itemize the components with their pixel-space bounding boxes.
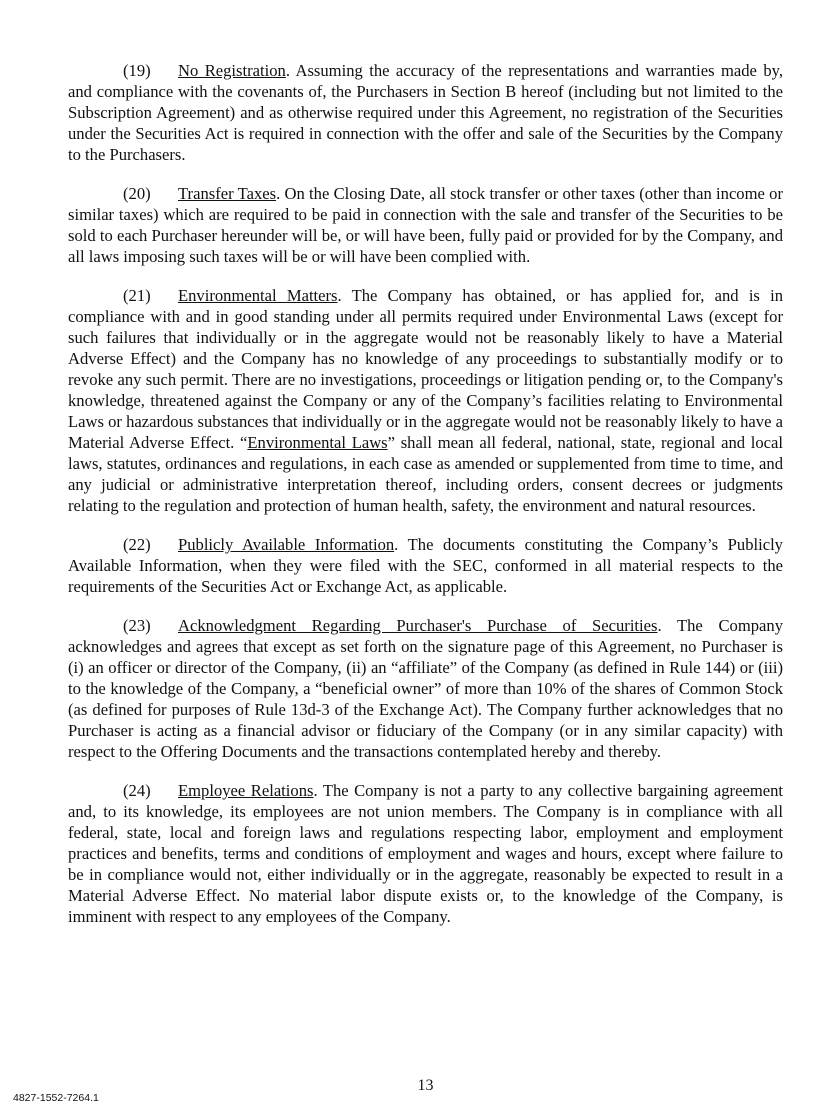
section-number: (19) [123, 61, 151, 80]
page-number: 13 [417, 1077, 434, 1094]
section-19 [68, 60, 783, 165]
section-22 [68, 534, 783, 597]
document-id: 4827-1552-7264.1 [13, 1092, 99, 1104]
section-body-continued: ” shall mean all federal, national, state, regional and local laws, statutes, ordinances and regulations, in each case as amended or supplemented from time to time, and any judicial or administrative interpretation thereof, including orders, consent decrees or judgments relating to the regulation and protection of human health, safety, the environment and natural resources. [68, 433, 783, 515]
document-page [68, 60, 783, 945]
section-20 [68, 183, 783, 267]
section-body: . Assuming the accuracy of the representations and warranties made by, and compliance with the covenants of, the Purchasers in Section B hereof (including but not limited to the Subscription Agreement) and as otherwise required under this Agreement, no registration of the Securities under the Securities Act is required in connection with the offer and sale of the Securities by the Company to the Purchasers. [68, 61, 783, 164]
section-heading: Transfer Taxes [178, 184, 277, 203]
section-number: (23) [123, 616, 151, 635]
section-number: (20) [123, 184, 151, 203]
section-number: (22) [123, 535, 151, 554]
section-21 [68, 285, 783, 516]
section-24 [68, 780, 783, 927]
section-number: (21) [123, 286, 151, 305]
section-heading: Acknowledgment Regarding Purchaser's Purchase of Securities [178, 616, 658, 635]
section-body: . The Company is not a party to any collective bargaining agreement and, to its knowledge, its employees are not union members. The Company is in compliance with all federal, state, local and foreign laws and regulations respecting labor, employment and employment practices and benefits, terms and conditions of employment and wages and hours, except where failure to be in compliance would not, either individually or in the aggregate, reasonably be expected to result in a Material Adverse Effect. No material labor dispute exists or, to the knowledge of the Company, is imminent with respect to any employees of the Company. [68, 781, 783, 926]
section-body: . On the Closing Date, all stock transfer or other taxes (other than income or similar taxes) which are required to be paid in connection with the sale and transfer of the Securities to be sold to each Purchaser hereunder will be, or will have been, fully paid or provided for by the Company, and all laws imposing such taxes will be or will have been complied with. [68, 184, 783, 266]
section-heading: Employee Relations [178, 781, 314, 800]
section-heading: No Registration [178, 61, 286, 80]
section-heading: Environmental Matters [178, 286, 338, 305]
defined-term: Environmental Laws [247, 433, 388, 452]
section-body: . The Company acknowledges and agrees that except as set forth on the signature page of this Agreement, no Purchaser is (i) an officer or director of the Company, (ii) an “affiliate” of the Company (as defined in Rule 144) or (iii) to the knowledge of the Company, a “beneficial owner” of more than 10% of the shares of Common Stock (as defined for purposes of Rule 13d-3 of the Exchange Act). The Company further acknowledges that no Purchaser is acting as a financial advisor or fiduciary of the Company (or in any similar capacity) with respect to the Offering Documents and the transactions contemplated hereby and thereby. [68, 616, 783, 761]
section-23 [68, 615, 783, 762]
section-heading: Publicly Available Information [178, 535, 395, 554]
section-body: . The documents constituting the Company’s Publicly Available Information, when they were filed with the SEC, conformed in all material respects to the requirements of the Securities Act or Exchange Act, as applicable. [68, 535, 783, 596]
section-number: (24) [123, 781, 151, 800]
section-body: . The Company has obtained, or has applied for, and is in compliance with and in good standing under all permits required under Environmental Laws (except for such failures that individually or in the aggregate would not be reasonably likely to have a Material Adverse Effect) and the Company has no knowledge of any proceedings to substantially modify or to revoke any such permit. There are no investigations, proceedings or litigation pending or, to the Company's knowledge, threatened against the Company or any of the Company’s facilities relating to Environmental Laws or hazardous substances that individually or in the aggregate would not be reasonably likely to have a Material Adverse Effect. “ [68, 286, 784, 452]
